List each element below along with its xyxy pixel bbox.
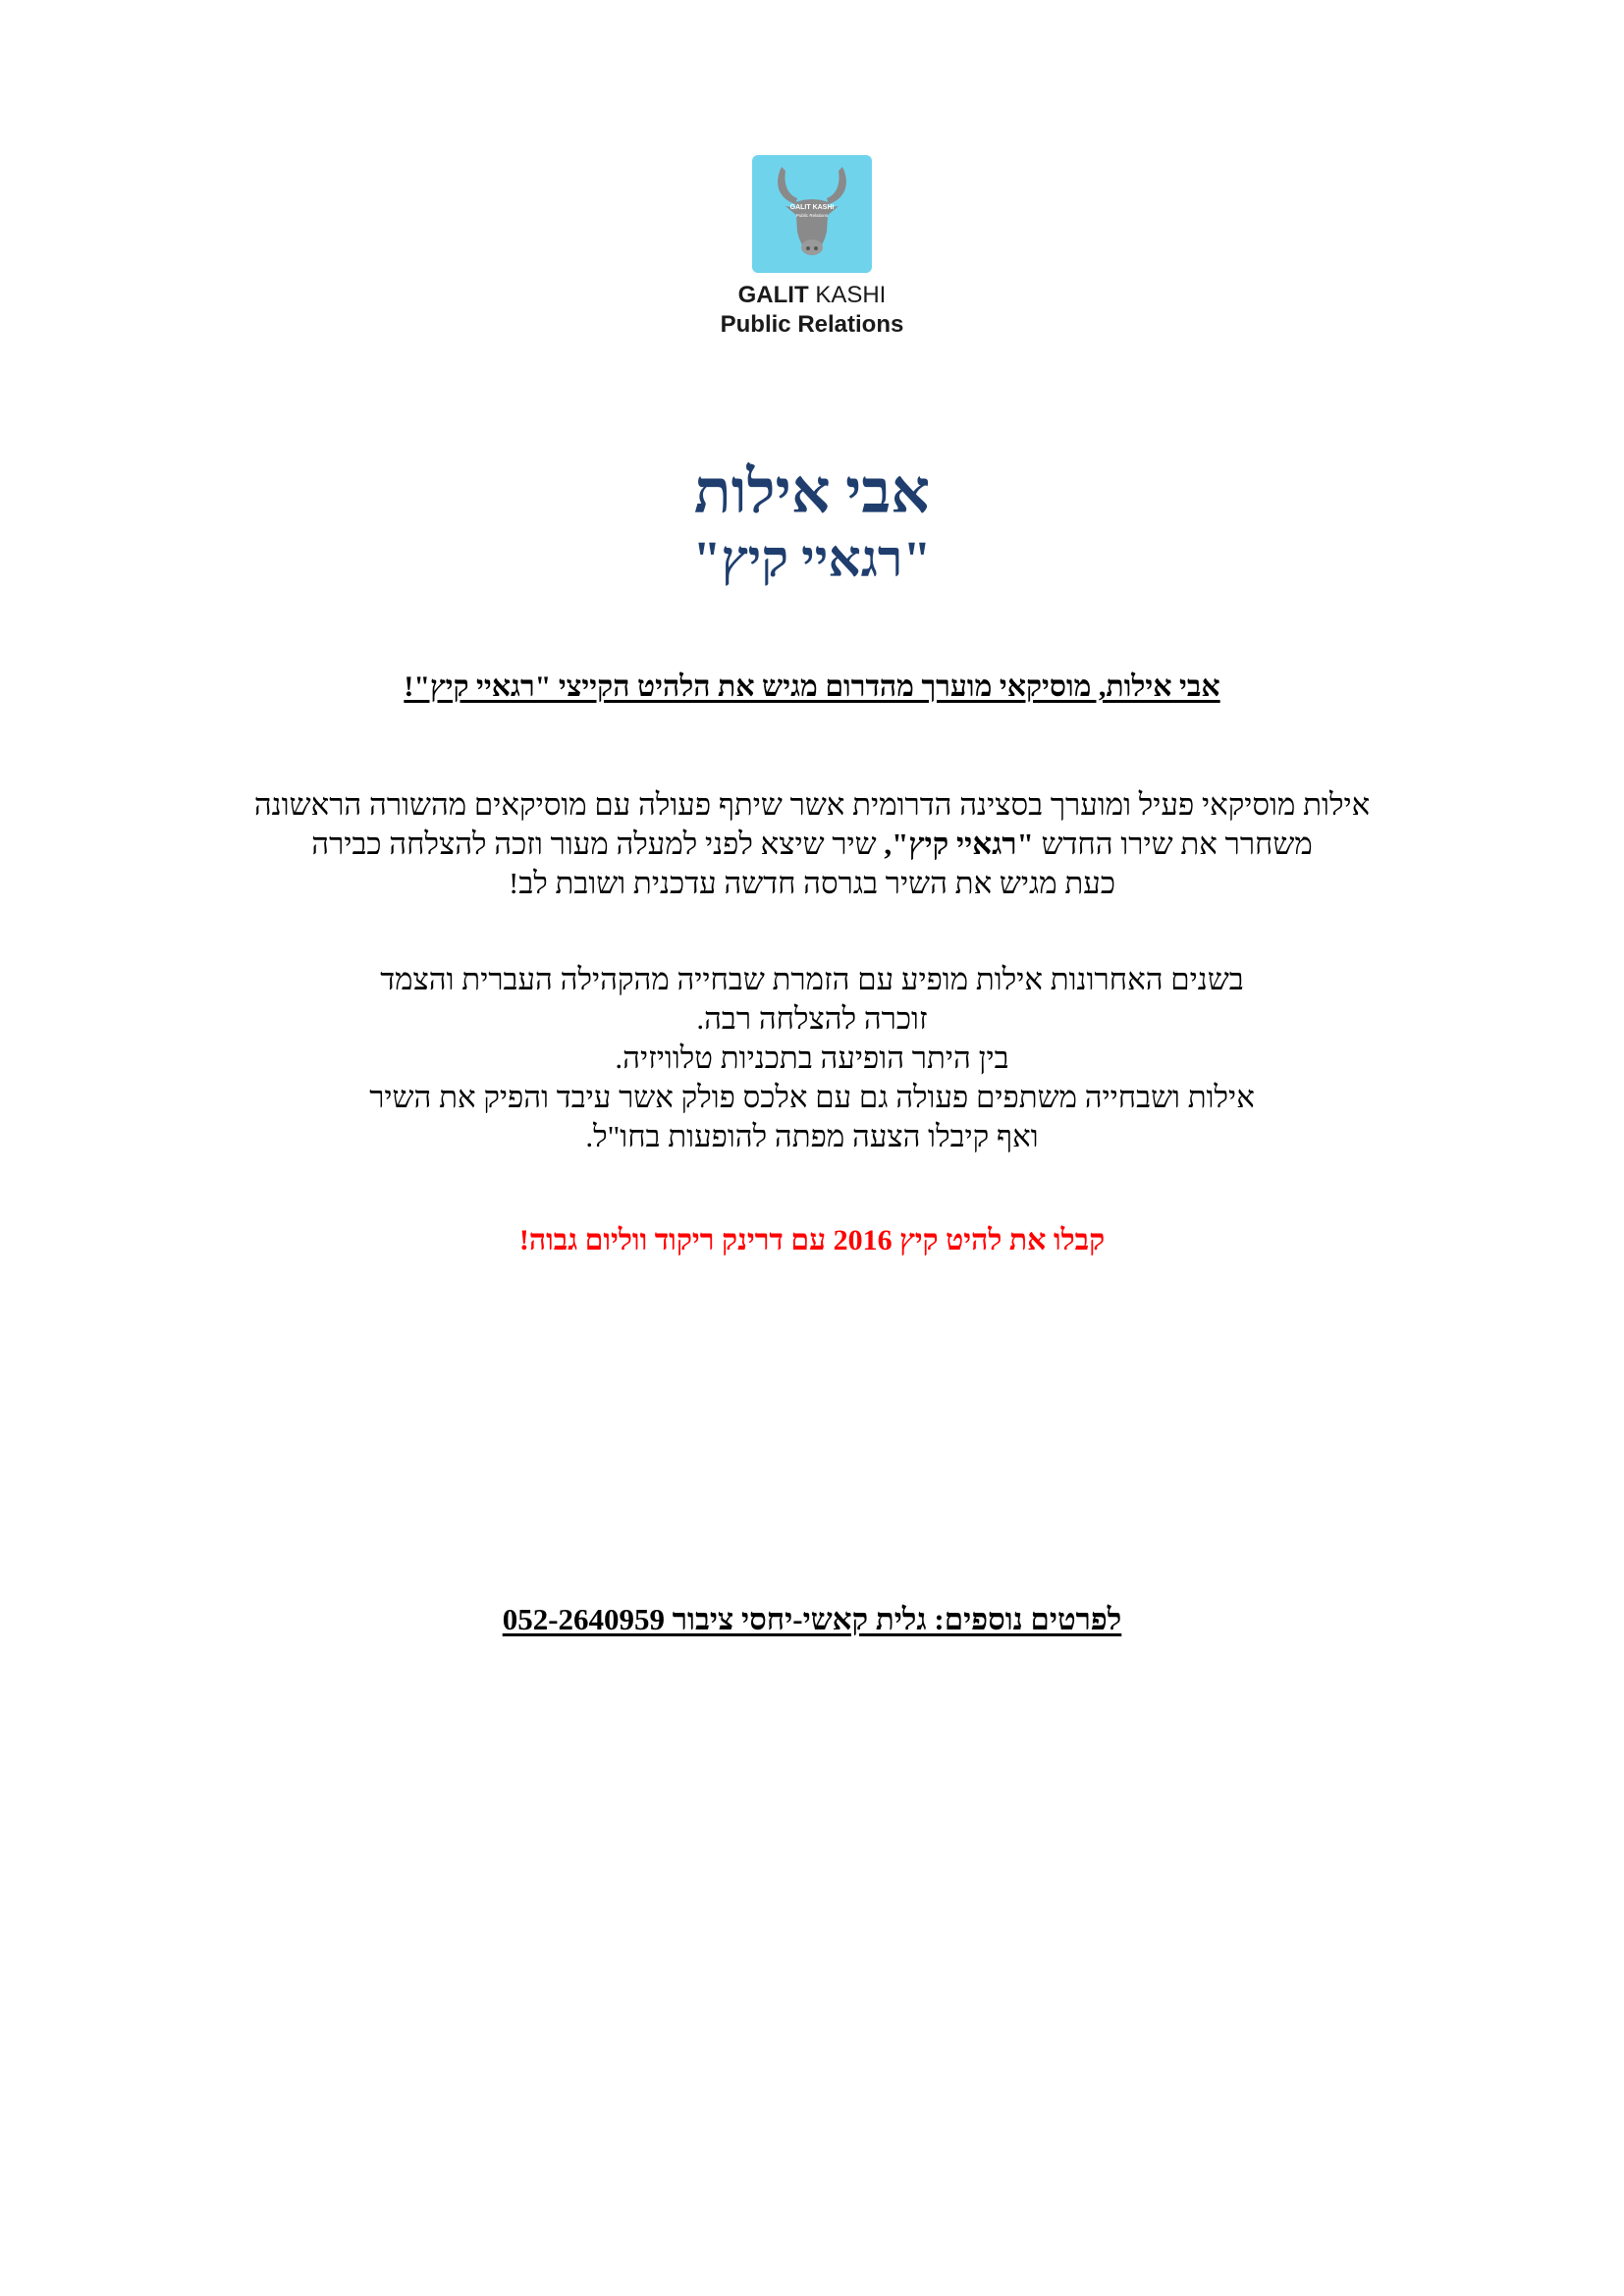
logo-block (0, 155, 1624, 340)
intro-line-2 (0, 825, 1624, 864)
details-line-3: בין היתר הופיעה בתכניות טלוויזיה. (615, 1041, 1009, 1075)
bull-head-icon (752, 155, 872, 273)
logo-caption-tagline: Public Relations (720, 311, 904, 338)
logo-caption-galit: GALIT (737, 282, 809, 308)
call-to-action: קבלו את להיט קיץ 2016 עם דרינק ריקוד ווליום גבוה! (518, 1224, 1106, 1256)
intro-line-1: אילות מוסיקאי פעיל ומוערך בסצינה הדרומית אשר שיתף פעולה עם מוסיקאים מהשורה הראשונה (253, 787, 1371, 822)
details-paragraph (0, 960, 1624, 1156)
details-line-5: ואף קיבלו הצעה מפתה להופעות בחו"ל. (585, 1119, 1039, 1153)
intro-line-3: כעת מגיש את השיר בגרסה חדשה עדכנית ושובת לב! (509, 866, 1115, 900)
details-line-2: זוכרה להצלחה רבה. (696, 1001, 928, 1036)
logo-caption-name (0, 281, 1624, 310)
song-name-bold: "רגאיי קיץ", (884, 827, 1034, 861)
headline: אבי אילות, מוסיקאי מוערך מהדרום מגיש את הלהיט הקייצי "רגאיי קיץ"! (404, 670, 1220, 703)
page-subtitle: "רגאיי קיץ" (692, 532, 932, 588)
logo-badge-name: GALIT KASHI (789, 204, 835, 211)
logo-caption-kashi: KASHI (815, 282, 887, 308)
logo-badge-tagline: Public Relations (795, 213, 829, 218)
company-logo (752, 155, 872, 273)
intro-paragraph (0, 785, 1624, 903)
details-line-4: אילות ושבחייה משתפים פעולה גם עם אלכס פולק אשר עיבד והפיק את השיר (369, 1080, 1255, 1114)
details-line-1: בשנים האחרונות אילות מופיע עם הזמרת שבחייה מהקהילה העברית והצמד (380, 962, 1244, 996)
intro-line-2-end: שיר שיצא לפני למעלה מעור וזכה להצלחה כבירה (311, 827, 885, 861)
page-title: אבי אילות (693, 459, 931, 526)
intro-line-2-start: משחרר את שירו החדש (1033, 827, 1313, 861)
contact-info: לפרטים נוספים: גלית קאשי-יחסי ציבור 052-2640959 (502, 1602, 1122, 1636)
